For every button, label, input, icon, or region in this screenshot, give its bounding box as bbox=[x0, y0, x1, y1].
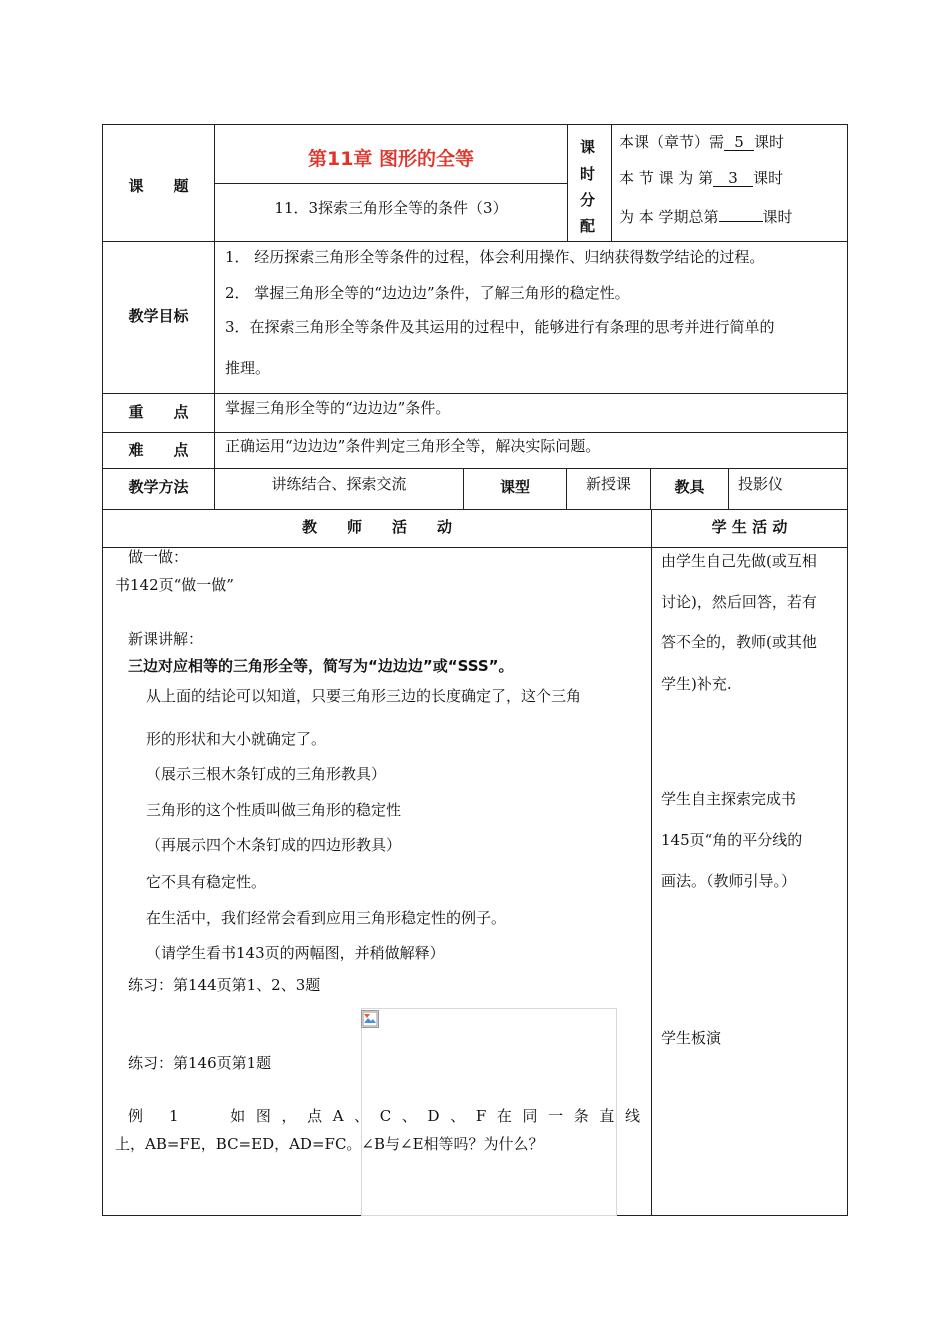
goal-item-2: 2． 掌握三角形全等的“边边边”条件，了解三角形的稳定性。 bbox=[225, 284, 630, 302]
key-point-text: 掌握三角形全等的“边边边”条件。 bbox=[225, 399, 451, 417]
example-line-2: 上，AB=FE，BC=ED，AD=FC。∠B与∠E相等吗？为什么？ bbox=[115, 1135, 544, 1153]
goal-item-1: 1． 经历探索三角形全等条件的过程，体会利用操作、归纳获得数学结论的过程。 bbox=[225, 248, 765, 266]
teacher-line-8: 三角形的这个性质叫做三角形的稳定性 bbox=[146, 801, 402, 819]
hours-line-lesson bbox=[619, 171, 783, 187]
chapter-title: 第11章 图形的全等 bbox=[307, 148, 475, 170]
teacher-activity-header: 教 师 活 动 bbox=[301, 518, 452, 536]
type-label: 课型 bbox=[499, 478, 530, 496]
hours-label-char-2: 时 bbox=[580, 165, 596, 183]
teacher-line-2: 书142页“做一做” bbox=[115, 576, 234, 594]
student-line-5: 学生自主探索完成书 bbox=[661, 790, 797, 808]
student-line-3: 答不全的，教师(或其他 bbox=[661, 633, 817, 651]
tools-value: 投影仪 bbox=[738, 475, 784, 493]
section-title: 11．3探索三角形全等的条件（3） bbox=[274, 199, 508, 217]
student-activity-header: 学 生 活 动 bbox=[711, 518, 788, 536]
method-label: 教学方法 bbox=[128, 478, 189, 496]
hours-line-term-pre: 为 本 学期总第 bbox=[619, 208, 719, 226]
goals-label: 教学目标 bbox=[128, 307, 189, 325]
hours-course-value: 5 bbox=[724, 135, 754, 151]
goal-item-3: 3．在探索三角形全等条件及其运用的过程中，能够进行有条理的思考并进行简单的 bbox=[225, 318, 775, 336]
hours-line-term bbox=[619, 206, 793, 225]
type-value: 新授课 bbox=[585, 475, 631, 493]
hours-line-course-post: 课时 bbox=[754, 133, 785, 151]
example-figure-frame bbox=[361, 1008, 617, 1216]
difficulty-text: 正确运用“边边边”条件判定三角形全等，解决实际问题。 bbox=[225, 437, 601, 455]
hours-line-lesson-post: 课时 bbox=[753, 169, 784, 187]
teacher-line-1: 做一做： bbox=[128, 548, 189, 566]
hours-label-char-3: 分 bbox=[580, 191, 596, 209]
hours-label-char-4: 配 bbox=[580, 217, 596, 235]
key-point-label: 重 点 bbox=[128, 403, 189, 421]
hours-label-char-1: 课 bbox=[580, 138, 596, 156]
student-line-4: 学生)补充. bbox=[661, 675, 732, 693]
hours-term-value bbox=[719, 206, 763, 222]
teacher-line-10: 它不具有稳定性。 bbox=[146, 873, 267, 891]
broken-image-icon bbox=[361, 1010, 379, 1028]
student-line-6: 145页“角的平分线的 bbox=[661, 831, 803, 849]
hours-line-lesson-pre: 本 节 课 为 第 bbox=[619, 169, 714, 187]
student-line-2: 讨论)，然后回答，若有 bbox=[661, 593, 817, 611]
teacher-line-9: （再展示四个木条钉成的四边形教具） bbox=[146, 836, 402, 854]
hours-line-course-pre: 本课（章节）需 bbox=[619, 133, 725, 151]
practice-line-1: 练习：第144页第1、2、3题 bbox=[128, 976, 321, 994]
teacher-line-5: 从上面的结论可以知道，只要三角形三边的长度确定了，这个三角 bbox=[146, 687, 582, 705]
practice-line-2: 练习：第146页第1题 bbox=[128, 1054, 272, 1072]
sss-theorem: 三边对应相等的三角形全等，简写为“边边边”或“SSS”。 bbox=[128, 657, 514, 675]
hours-line-course bbox=[619, 135, 784, 151]
student-line-8: 学生板演 bbox=[661, 1029, 722, 1047]
hours-line-term-post: 课时 bbox=[762, 208, 793, 226]
goal-item-3-cont: 推理。 bbox=[225, 359, 271, 377]
student-line-1: 由学生自己先做(或互相 bbox=[661, 552, 817, 570]
teacher-line-7: （展示三根木条钉成的三角形教具） bbox=[146, 765, 387, 783]
example-line-1: 例 1 如图，点A、C、D、F在同一条直线 bbox=[128, 1107, 642, 1125]
tools-label: 教具 bbox=[674, 478, 705, 496]
teacher-line-12: （请学生看书143页的两幅图，并稍做解释） bbox=[146, 944, 445, 962]
topic-label: 课 题 bbox=[128, 177, 189, 195]
difficulty-label: 难 点 bbox=[128, 441, 189, 459]
teacher-line-3: 新课讲解： bbox=[128, 630, 204, 648]
broken-image-glyph bbox=[362, 1011, 378, 1027]
teacher-line-11: 在生活中，我们经常会看到应用三角形稳定性的例子。 bbox=[146, 909, 507, 927]
student-line-7: 画法。（教师引导。） bbox=[661, 872, 797, 890]
teacher-line-6: 形的形状和大小就确定了。 bbox=[146, 730, 327, 748]
method-value: 讲练结合、探索交流 bbox=[271, 475, 407, 493]
hours-lesson-value: 3 bbox=[713, 171, 753, 187]
